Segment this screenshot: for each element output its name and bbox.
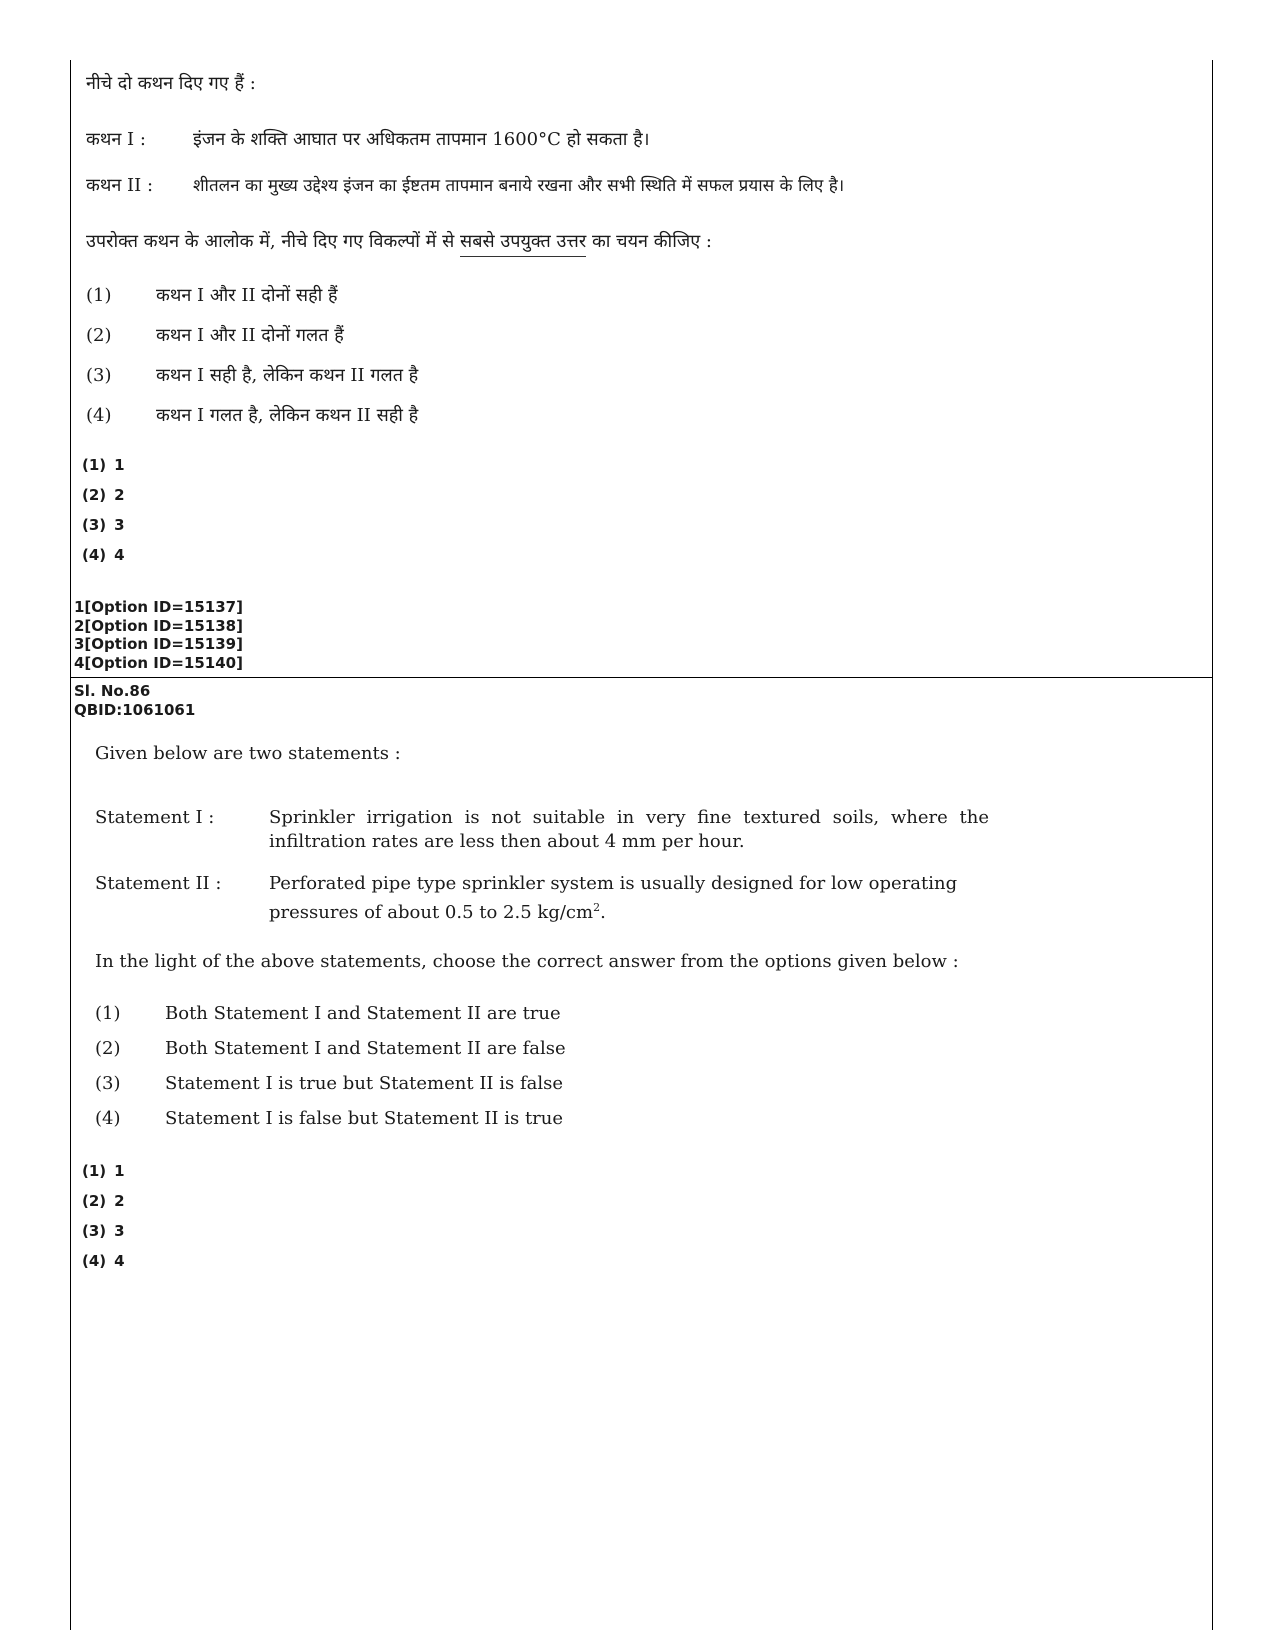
question-divider — [70, 677, 1213, 678]
answer-choice-1[interactable] — [82, 456, 125, 486]
answer-choice-4[interactable] — [82, 546, 125, 576]
answer-value: 2 — [114, 1192, 125, 1210]
statement-2 — [86, 174, 1196, 198]
instruction: In the light of the above statements, choose the correct answer from the options given below : — [95, 951, 959, 972]
answer-value: 4 — [114, 546, 125, 564]
answer-value: 4 — [114, 1252, 125, 1270]
statement-label: Statement II : — [95, 873, 222, 894]
serial-number: Sl. No.86 — [74, 682, 151, 700]
instruction-text-end: का चयन कीजिए : — [586, 231, 712, 252]
answer-number: (1) — [82, 456, 107, 474]
option-number: (1) — [95, 1003, 121, 1024]
question-block-english — [95, 742, 1095, 1131]
option-text: कथन I सही है, लेकिन कथन II गलत है — [156, 365, 419, 386]
answer-choices-english — [82, 1162, 125, 1282]
option-id: 2[Option ID=15138] — [74, 616, 243, 635]
option-1 — [86, 284, 1196, 308]
answer-choice-4[interactable] — [82, 1252, 125, 1282]
statement-text — [269, 872, 989, 925]
option-number: (3) — [95, 1073, 121, 1094]
option-number: (3) — [86, 365, 112, 386]
option-2 — [95, 1037, 1095, 1061]
left-border-line — [70, 60, 71, 1630]
statement-label: कथन I : — [86, 129, 146, 150]
statement-1 — [86, 128, 1196, 152]
superscript: 2 — [593, 901, 601, 914]
qbid: QBID:1061061 — [74, 701, 196, 719]
option-id: 3[Option ID=15139] — [74, 635, 243, 653]
answer-number: (3) — [82, 1222, 107, 1240]
answer-number: (3) — [82, 516, 107, 534]
option-id-list — [74, 598, 243, 672]
answer-choice-2[interactable] — [82, 1192, 125, 1222]
statement-text: Sprinkler irrigation is not suitable in very fine textured soils, where the infiltration rates are less then about 4 mm per hour. — [269, 807, 989, 852]
statement-2 — [95, 872, 1095, 923]
answer-choices-hindi — [82, 456, 125, 576]
option-3 — [86, 364, 1196, 388]
answer-number: (4) — [82, 546, 107, 564]
option-1 — [95, 1002, 1095, 1026]
statement-1 — [95, 806, 1095, 854]
option-number: (1) — [86, 285, 112, 306]
statement-text-main: Perforated pipe type sprinkler system is usually designed for low operating pressures of about 0.5 to 2.5 kg/cm — [269, 873, 958, 923]
answer-number: (2) — [82, 486, 107, 504]
question-block-hindi — [86, 72, 1196, 428]
option-3 — [95, 1072, 1095, 1096]
answer-choice-3[interactable] — [82, 516, 125, 546]
option-text: कथन I और II दोनों गलत हैं — [156, 325, 344, 346]
answer-value: 1 — [114, 1162, 125, 1180]
statement-text: इंजन के शक्ति आघात पर अधिकतम तापमान 1600°C हो सकता है। — [193, 129, 650, 150]
option-number: (2) — [95, 1038, 121, 1059]
answer-choice-2[interactable] — [82, 486, 125, 516]
instruction — [86, 230, 1196, 260]
option-text: कथन I और II दोनों सही हैं — [156, 285, 338, 306]
answer-value: 3 — [114, 1222, 125, 1240]
answer-number: (4) — [82, 1252, 107, 1270]
question-meta — [74, 682, 195, 720]
option-4 — [86, 404, 1196, 428]
option-number: (2) — [86, 325, 112, 346]
answer-choice-1[interactable] — [82, 1162, 125, 1192]
answer-number: (1) — [82, 1162, 107, 1180]
option-number: (4) — [95, 1108, 121, 1129]
option-text: Statement I is false but Statement II is true — [165, 1108, 564, 1129]
option-number: (4) — [86, 405, 112, 426]
option-id: 1[Option ID=15137] — [74, 598, 243, 616]
option-4 — [95, 1107, 1095, 1131]
answer-value: 1 — [114, 456, 125, 474]
option-text: कथन I गलत है, लेकिन कथन II सही है — [156, 405, 419, 426]
right-border-line — [1212, 60, 1213, 1630]
instruction-text: उपरोक्त कथन के आलोक में, नीचे दिए गए विकल्पों में से — [86, 231, 461, 252]
answer-choice-3[interactable] — [82, 1222, 125, 1252]
statement-text-end: . — [600, 902, 606, 923]
option-id: 4[Option ID=15140] — [74, 653, 243, 672]
question-intro: Given below are two statements : — [95, 743, 401, 764]
answer-number: (2) — [82, 1192, 107, 1210]
instruction-underlined: सबसे उपयुक्त उत्तर — [460, 231, 586, 257]
answer-value: 3 — [114, 516, 125, 534]
option-2 — [86, 324, 1196, 348]
statement-text: शीतलन का मुख्य उद्देश्य इंजन का ईष्टतम तापमान बनाये रखना और सभी स्थिति में सफल प्रयास के लिए है। — [193, 176, 845, 196]
answer-value: 2 — [114, 486, 125, 504]
option-text: Both Statement I and Statement II are false — [165, 1038, 566, 1059]
option-text: Both Statement I and Statement II are true — [165, 1003, 561, 1024]
statement-label: कथन II : — [86, 175, 154, 196]
option-text: Statement I is true but Statement II is false — [165, 1073, 564, 1094]
question-intro: नीचे दो कथन दिए गए हैं : — [86, 73, 256, 94]
statement-label: Statement I : — [95, 807, 215, 828]
